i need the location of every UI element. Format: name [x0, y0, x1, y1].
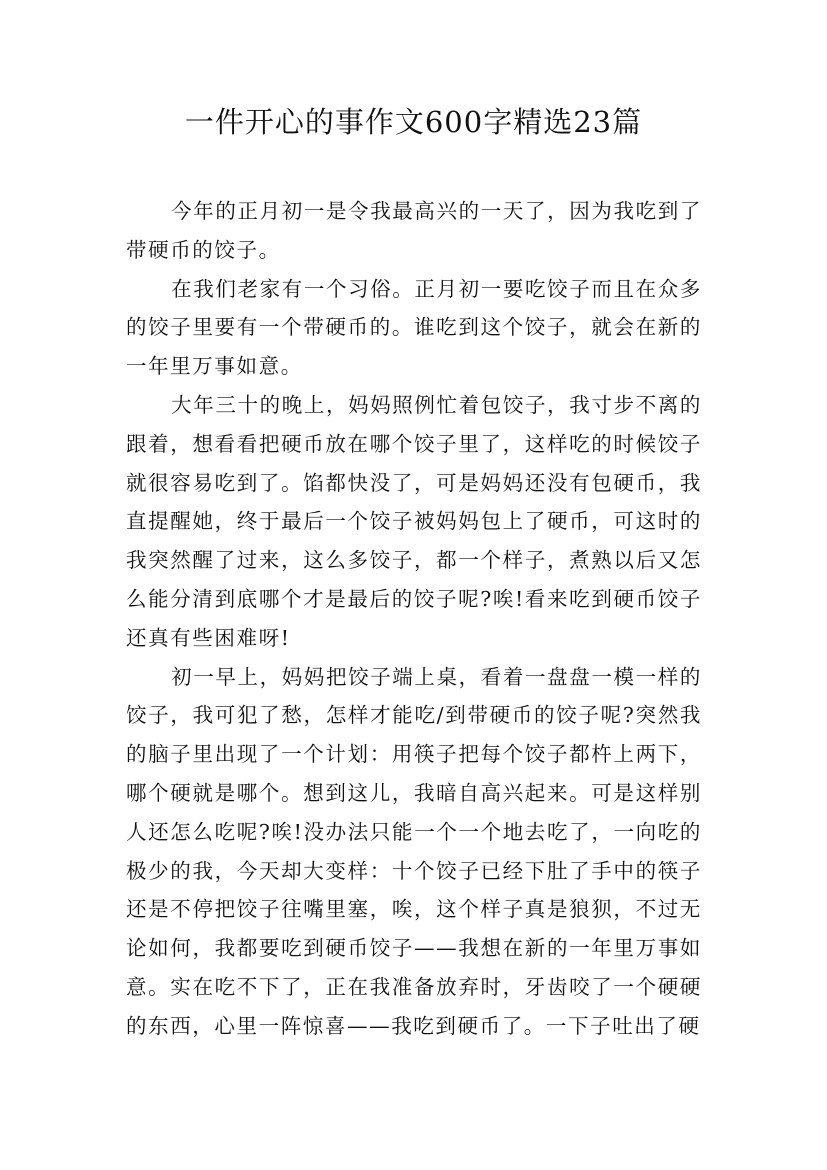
- paragraph-3: 大年三十的晚上，妈妈照例忙着包饺子，我寸步不离的跟着，想看看把硬币放在哪个饺子里了，这样吃的时候饺子就很容易吃到了。馅都快没了，可是妈妈还没有包硬币，我直提醒她，终于最后一个饺子被妈妈包上了硬币，可这时的我突然醒了过来，这么多饺子，都一个样子，煮熟以后又怎么能分清到底哪个才是最后的饺子呢?唉!看来吃到硬币饺子还真有些困难呀!: [126, 392, 702, 650]
- paragraph-4: 初一早上，妈妈把饺子端上桌，看着一盘盘一模一样的饺子，我可犯了愁，怎样才能吃/到带硬币的饺子呢?突然我的脑子里出现了一个计划：用筷子把每个饺子都杵上两下，哪个硬就是哪个。想到这儿，我暗自高兴起来。可是这样别人还怎么吃呢?唉!没办法只能一个一个地去吃了，一向吃的极少的我，今天却大变样：十个饺子已经下肚了手中的筷子还是不停把饺子往嘴里塞，唉，这个样子真是狼狈，不过无论如何，我都要吃到硬币饺子——我想在新的一年里万事如意。实在吃不下了，正在我准备放弃时，牙齿咬了一个硬硬的东西，心里一阵惊喜——我吃到硬币了。一下子吐出了硬: [126, 664, 702, 1038]
- paragraph-1: 今年的正月初一是令我最高兴的一天了，因为我吃到了带硬币的饺子。: [126, 199, 702, 262]
- document-title: 一件开心的事作文600字精选23篇: [184, 105, 643, 139]
- paragraph-2: 在我们老家有一个习俗。正月初一要吃饺子而且在众多的饺子里要有一个带硬币的。谁吃到这个饺子，就会在新的一年里万事如意。: [126, 276, 702, 379]
- document-body: [126, 192, 702, 1046]
